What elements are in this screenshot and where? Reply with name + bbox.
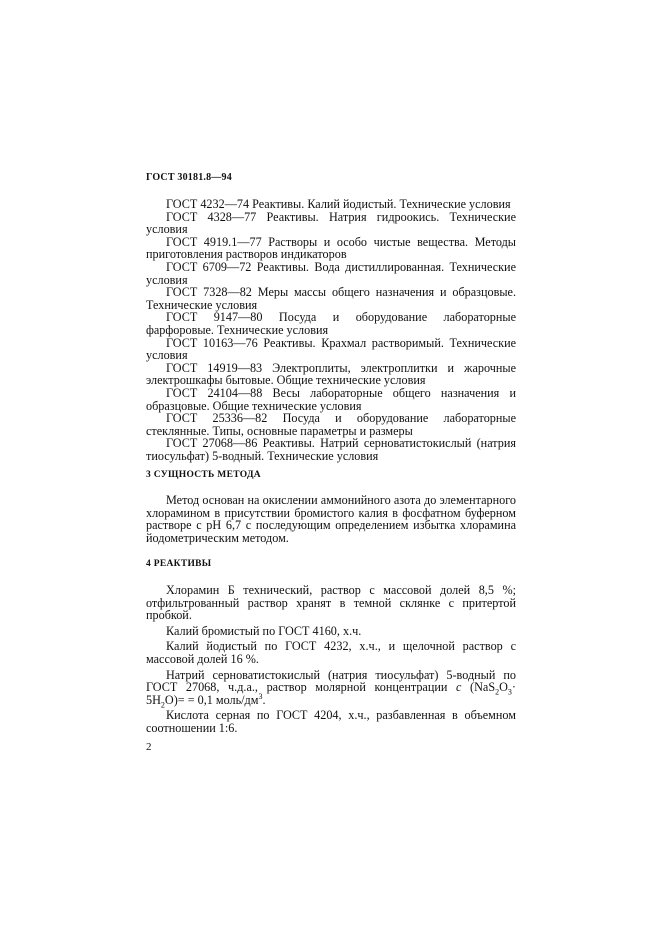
formula-subscript: 2 — [495, 687, 500, 697]
reference-item: ГОСТ 9147—80 Посуда и оборудование лабораторные фарфоровые. Технические условия — [146, 310, 516, 337]
reference-item: ГОСТ 24104—88 Весы лабораторные общего назначения и образцовые. Общие технические условия — [146, 385, 516, 413]
reagent-paragraph-thiosulfate — [146, 667, 516, 710]
reference-item: ГОСТ 7328—82 Меры массы общего назначения и образцовые. Технические условия — [146, 285, 516, 312]
section-3-body — [146, 494, 516, 544]
reference-item: ГОСТ 4232—74 Реактивы. Калий йодистый. Технические условия — [166, 197, 511, 211]
formula-open: (NaS — [461, 680, 496, 695]
method-paragraph: Метод основан на окислении аммонийного азота до элементарного хлорамином в присутствии бромистого калия в фосфатном буферном растворе с pH 6,7 с последующим определением избытка хлорамина йодометрическим методом. — [146, 493, 516, 545]
reference-item: ГОСТ 10163—76 Реактивы. Крахмал растворимый. Технические условия — [146, 335, 516, 363]
formula-hydrate: · 5H — [146, 680, 516, 707]
thiosulfate-text: Натрий серноватистокислый (натрия тиосульфат) 5-водный по ГОСТ 27068, ч.д.а., раствор молярной концентрации — [146, 667, 516, 695]
concentration-symbol: c — [456, 680, 462, 695]
reference-item: ГОСТ 25336—82 Посуда и оборудование лабораторные стеклянные. Типы, основные параметры и размеры — [146, 411, 516, 438]
formula-subscript: 3 — [507, 687, 512, 697]
document-header: ГОСТ 30181.8—94 — [146, 172, 232, 183]
formula-close: O)= — [164, 692, 185, 707]
section-3-title: 3 СУЩНОСТЬ МЕТОДА — [146, 470, 261, 480]
reference-item: ГОСТ 6709—72 Реактивы. Вода дистиллированная. Технические условия — [146, 259, 516, 287]
concentration-value: = 0,1 моль/дм — [187, 692, 259, 707]
formula-oxygen: O — [499, 680, 508, 695]
page-number: 2 — [146, 741, 152, 753]
reagent-paragraph: Кислота серная по ГОСТ 4204, х.ч., разбавленная в объемном соотношении 1:6. — [146, 708, 516, 735]
section-4-body — [146, 584, 516, 738]
section-4-title: 4 РЕАКТИВЫ — [146, 559, 212, 569]
formula-subscript: 2 — [160, 700, 165, 710]
reagent-paragraph: Калий бромистый по ГОСТ 4160, х.ч. — [166, 623, 362, 638]
reagent-paragraph: Калий йодистый по ГОСТ 4232, х.ч., и щелочной раствор с массовой долей 16 %. — [146, 639, 516, 666]
reference-item: ГОСТ 4328—77 Реактивы. Натрия гидроокись. Технические условия — [146, 209, 516, 237]
reference-item: ГОСТ 14919—83 Электроплиты, электроплитки и жарочные электрошкафы бытовые. Общие технические условия — [146, 360, 516, 388]
reference-item: ГОСТ 27068—86 Реактивы. Натрий серноватистокислый (натрия тиосульфат) 5-водный. Технические условия — [146, 436, 516, 463]
unit-superscript: 3 — [258, 691, 263, 701]
reagent-paragraph: Хлорамин Б технический, раствор с массовой долей 8,5 %; отфильтрованный раствор хранят в темной склянке с притертой пробкой. — [146, 583, 516, 623]
sentence-end: . — [262, 692, 266, 707]
reference-item: ГОСТ 4919.1—77 Растворы и особо чистые вещества. Методы приготовления растворов индикаторов — [146, 234, 516, 262]
references-list — [146, 198, 516, 462]
